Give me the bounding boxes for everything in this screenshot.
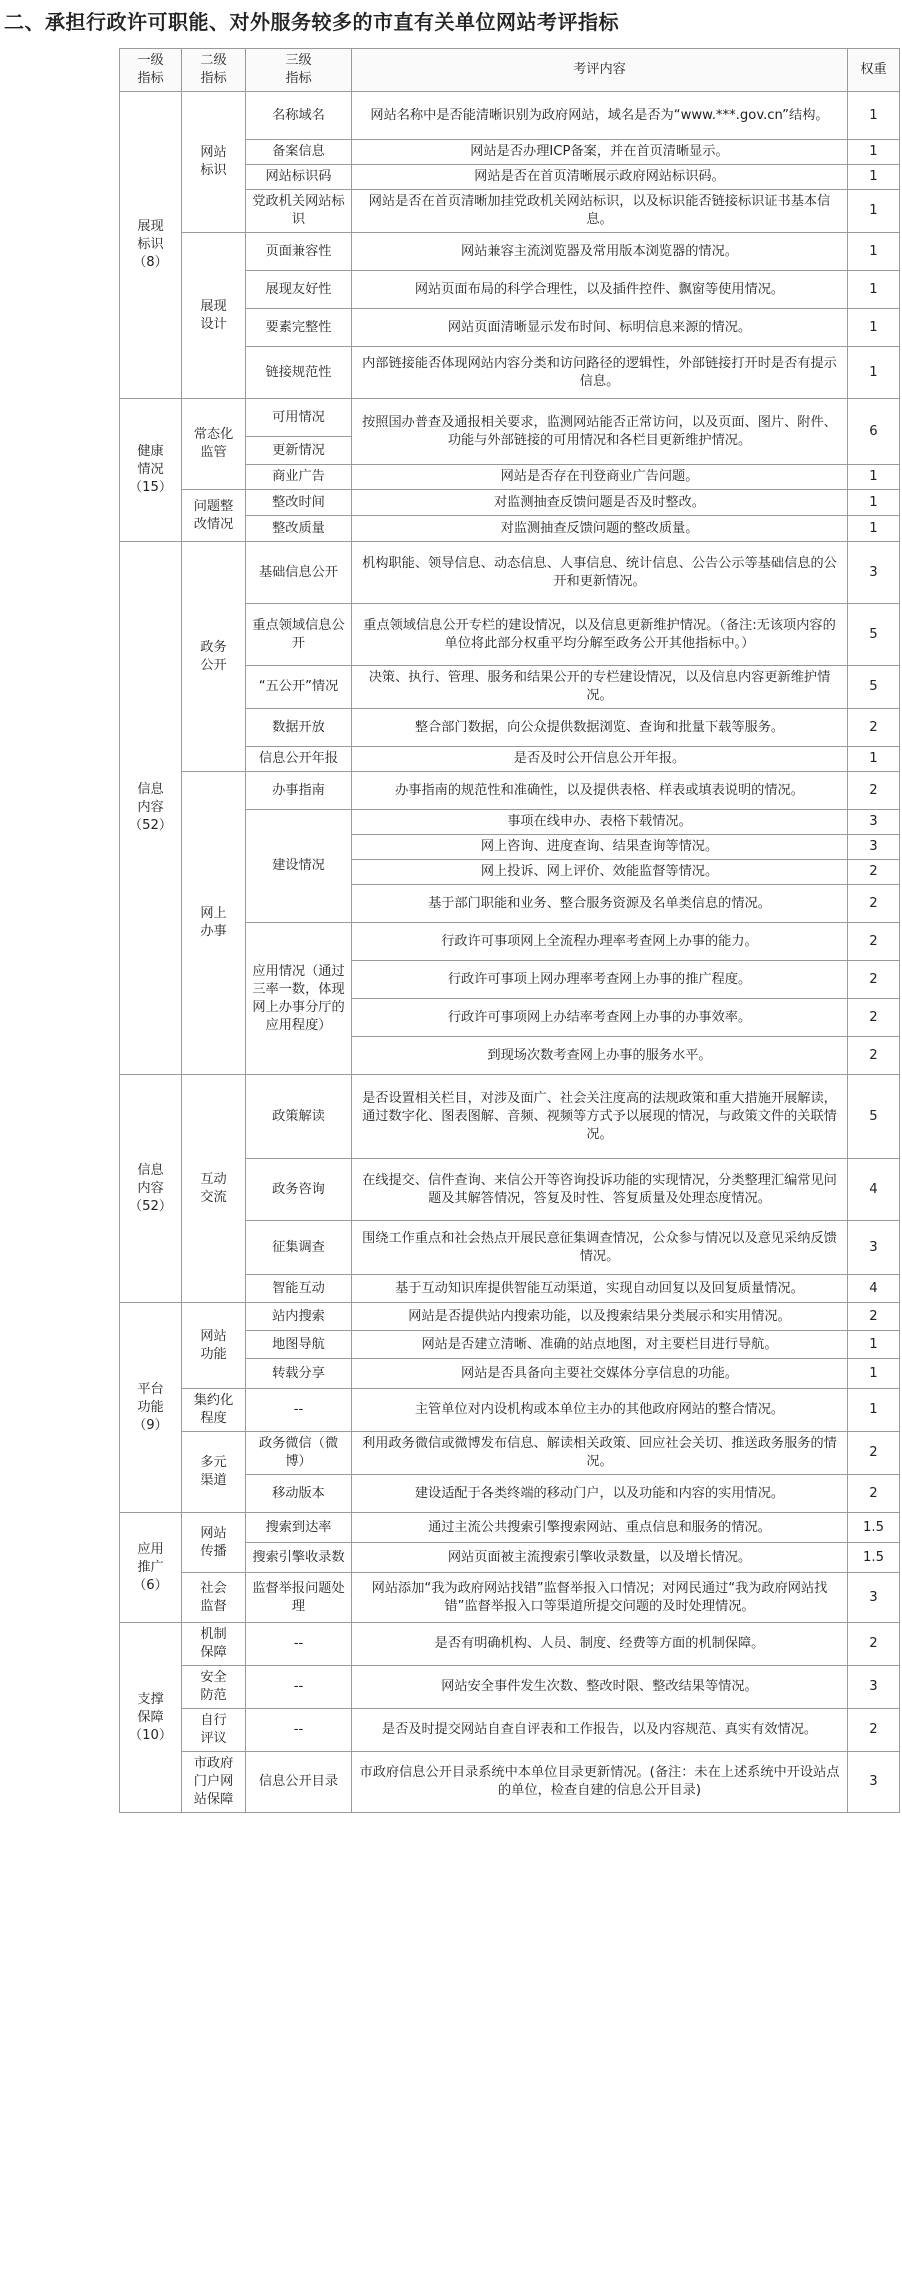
weight-value: 1 xyxy=(848,309,900,347)
table-row xyxy=(120,92,900,140)
evaluation-content: 通过主流公共搜索引擎搜索网站、重点信息和服务的情况。 xyxy=(352,1513,848,1543)
level2-indicator: 网上 办事 xyxy=(182,772,246,1075)
weight-value: 5 xyxy=(848,604,900,666)
weight-value: 3 xyxy=(848,810,900,835)
level2-indicator: 集约化 程度 xyxy=(182,1389,246,1432)
evaluation-content: 行政许可事项网上全流程办理率考查网上办事的能力。 xyxy=(352,923,848,961)
level2-indicator: 网站 标识 xyxy=(182,92,246,233)
level3-indicator: 信息公开年报 xyxy=(246,747,352,772)
weight-value: 4 xyxy=(848,1159,900,1221)
evaluation-content: 网站是否具备向主要社交媒体分享信息的功能。 xyxy=(352,1359,848,1389)
level3-indicator: -- xyxy=(246,1709,352,1752)
level3-indicator: 数据开放 xyxy=(246,709,352,747)
level3-indicator: -- xyxy=(246,1623,352,1666)
evaluation-content: 围绕工作重点和社会热点开展民意征集调查情况，公众参与情况以及意见采纳反馈情况。 xyxy=(352,1221,848,1275)
evaluation-content: 重点领域信息公开专栏的建设情况，以及信息更新维护情况。（备注:无该项内容的单位将此部分权重平均分解至政务公开其他指标中。） xyxy=(352,604,848,666)
evaluation-content: 网上投诉、网上评价、效能监督等情况。 xyxy=(352,860,848,885)
evaluation-content: 网站页面被主流搜索引擎收录数量，以及增长情况。 xyxy=(352,1543,848,1573)
evaluation-content: 事项在线申办、表格下载情况。 xyxy=(352,810,848,835)
evaluation-content: 到现场次数考查网上办事的服务水平。 xyxy=(352,1037,848,1075)
weight-value: 2 xyxy=(848,772,900,810)
level3-indicator: 展现友好性 xyxy=(246,271,352,309)
header-level2: 二级 指标 xyxy=(182,49,246,92)
weight-value: 1 xyxy=(848,165,900,190)
evaluation-content: 网站是否建立清晰、准确的站点地图，对主要栏目进行导航。 xyxy=(352,1331,848,1359)
weight-value: 1 xyxy=(848,1331,900,1359)
weight-value: 1.5 xyxy=(848,1513,900,1543)
evaluation-content: 建设适配于各类终端的移动门户，以及功能和内容的实用情况。 xyxy=(352,1475,848,1513)
level3-indicator: -- xyxy=(246,1666,352,1709)
evaluation-content: 是否设置相关栏目，对涉及面广、社会关注度高的法规政策和重大措施开展解读，通过数字化、图表图解、音频、视频等方式予以展现的情况，与政策文件的关联情况。 xyxy=(352,1075,848,1159)
evaluation-content: 网站添加“我为政府网站找错”监督举报入口情况；对网民通过“我为政府网站找错”监督举报入口等渠道所提交问题的及时处理情况。 xyxy=(352,1573,848,1623)
table-row xyxy=(120,1709,900,1752)
weight-value: 1 xyxy=(848,747,900,772)
weight-value: 1 xyxy=(848,92,900,140)
level2-indicator: 展现 设计 xyxy=(182,233,246,399)
level2-indicator: 网站 功能 xyxy=(182,1303,246,1389)
weight-value: 3 xyxy=(848,1573,900,1623)
level3-indicator: 地图导航 xyxy=(246,1331,352,1359)
level1-indicator: 平台 功能 （9） xyxy=(120,1303,182,1513)
weight-value: 3 xyxy=(848,1752,900,1813)
level3-indicator: 党政机关网站标识 xyxy=(246,190,352,233)
evaluation-content: 是否有明确机构、人员、制度、经费等方面的机制保障。 xyxy=(352,1623,848,1666)
level3-indicator: 政务咨询 xyxy=(246,1159,352,1221)
level2-indicator: 常态化 监管 xyxy=(182,399,246,490)
table-row xyxy=(120,1573,900,1623)
weight-value: 1 xyxy=(848,465,900,490)
level1-indicator: 健康 情况 （15） xyxy=(120,399,182,542)
evaluation-content: 网站安全事件发生次数、整改时限、整改结果等情况。 xyxy=(352,1666,848,1709)
evaluation-content: 利用政务微信或微博发布信息、解读相关政策、回应社会关切、推送政务服务的情况。 xyxy=(352,1432,848,1475)
evaluation-content: 决策、执行、管理、服务和结果公开的专栏建设情况，以及信息内容更新维护情况。 xyxy=(352,666,848,709)
evaluation-content: 网站是否存在刊登商业广告问题。 xyxy=(352,465,848,490)
weight-value: 2 xyxy=(848,1623,900,1666)
evaluation-content: 机构职能、领导信息、动态信息、人事信息、统计信息、公告公示等基础信息的公开和更新情况。 xyxy=(352,542,848,604)
level3-indicator: 办事指南 xyxy=(246,772,352,810)
evaluation-content: 网站页面布局的科学合理性，以及插件控件、飘窗等使用情况。 xyxy=(352,271,848,309)
page-title: 二、承担行政许可职能、对外服务较多的市直有关单位网站考评指标 xyxy=(4,10,619,34)
header-level1: 一级 指标 xyxy=(120,49,182,92)
evaluation-content: 网上咨询、进度查询、结果查询等情况。 xyxy=(352,835,848,860)
evaluation-content: 网站名称中是否能清晰识别为政府网站，域名是否为“www.***.gov.cn”结构。 xyxy=(352,92,848,140)
level3-indicator: 应用情况（通过三率一数，体现网上办事分厅的应用程度） xyxy=(246,923,352,1075)
weight-value: 2 xyxy=(848,1475,900,1513)
evaluation-table xyxy=(119,48,900,1813)
level3-indicator: 站内搜索 xyxy=(246,1303,352,1331)
level1-indicator: 展现 标识 （8） xyxy=(120,92,182,399)
evaluation-content: 网站是否在首页清晰展示政府网站标识码。 xyxy=(352,165,848,190)
weight-value: 5 xyxy=(848,666,900,709)
weight-value: 1 xyxy=(848,1359,900,1389)
level3-indicator: 政策解读 xyxy=(246,1075,352,1159)
weight-value: 3 xyxy=(848,542,900,604)
evaluation-content: 网站是否在首页清晰加挂党政机关网站标识，以及标识能否链接标识证书基本信息。 xyxy=(352,190,848,233)
header-weight: 权重 xyxy=(848,49,900,92)
weight-value: 1 xyxy=(848,233,900,271)
weight-value: 2 xyxy=(848,885,900,923)
evaluation-content: 基于部门职能和业务、整合服务资源及名单类信息的情况。 xyxy=(352,885,848,923)
weight-value: 2 xyxy=(848,1432,900,1475)
evaluation-content: 网站是否办理ICP备案，并在首页清晰显示。 xyxy=(352,140,848,165)
evaluation-content: 对监测抽查反馈问题的整改质量。 xyxy=(352,516,848,542)
table-row xyxy=(120,1752,900,1813)
level3-indicator: 要素完整性 xyxy=(246,309,352,347)
evaluation-content: 对监测抽查反馈问题是否及时整改。 xyxy=(352,490,848,516)
weight-value: 3 xyxy=(848,835,900,860)
weight-value: 2 xyxy=(848,1037,900,1075)
header-level3: 三级 指标 xyxy=(246,49,352,92)
level2-indicator: 互动 交流 xyxy=(182,1075,246,1303)
level3-indicator: -- xyxy=(246,1389,352,1432)
header-content: 考评内容 xyxy=(352,49,848,92)
level2-indicator: 政务 公开 xyxy=(182,542,246,772)
table-row xyxy=(120,1513,900,1543)
level3-indicator: 名称域名 xyxy=(246,92,352,140)
weight-value: 1 xyxy=(848,1389,900,1432)
table-row xyxy=(120,490,900,516)
evaluation-content: 主管单位对内设机构或本单位主办的其他政府网站的整合情况。 xyxy=(352,1389,848,1432)
level3-indicator: 基础信息公开 xyxy=(246,542,352,604)
weight-value: 2 xyxy=(848,709,900,747)
table-row xyxy=(120,542,900,604)
weight-value: 2 xyxy=(848,999,900,1037)
level2-indicator: 社会 监督 xyxy=(182,1573,246,1623)
evaluation-content: 基于互动知识库提供智能互动渠道，实现自动回复以及回复质量情况。 xyxy=(352,1275,848,1303)
level3-indicator: 建设情况 xyxy=(246,810,352,923)
level3-indicator: 移动版本 xyxy=(246,1475,352,1513)
level3-indicator: 备案信息 xyxy=(246,140,352,165)
level2-indicator: 机制 保障 xyxy=(182,1623,246,1666)
level3-indicator: 征集调查 xyxy=(246,1221,352,1275)
level2-indicator: 市政府 门户网 站保障 xyxy=(182,1752,246,1813)
weight-value: 1 xyxy=(848,490,900,516)
table-row xyxy=(120,399,900,437)
table-row xyxy=(120,1666,900,1709)
table-row xyxy=(120,1623,900,1666)
weight-value: 5 xyxy=(848,1075,900,1159)
weight-value: 1 xyxy=(848,347,900,399)
level3-indicator: 政务微信（微博） xyxy=(246,1432,352,1475)
weight-value: 1.5 xyxy=(848,1543,900,1573)
weight-value: 4 xyxy=(848,1275,900,1303)
evaluation-table-body xyxy=(120,49,900,1813)
level3-indicator: 转载分享 xyxy=(246,1359,352,1389)
level3-indicator: 搜索引擎收录数 xyxy=(246,1543,352,1573)
weight-value: 2 xyxy=(848,1709,900,1752)
level3-indicator: 搜索到达率 xyxy=(246,1513,352,1543)
level3-indicator: 智能互动 xyxy=(246,1275,352,1303)
level1-indicator: 支撑 保障 （10） xyxy=(120,1623,182,1813)
level2-indicator: 多元 渠道 xyxy=(182,1432,246,1513)
weight-value: 1 xyxy=(848,140,900,165)
level3-indicator: 监督举报问题处理 xyxy=(246,1573,352,1623)
level3-indicator: 整改质量 xyxy=(246,516,352,542)
level3-indicator: “五公开”情况 xyxy=(246,666,352,709)
table-row xyxy=(120,1389,900,1432)
table-row xyxy=(120,1432,900,1475)
level3-indicator: 商业广告 xyxy=(246,465,352,490)
evaluation-content: 网站兼容主流浏览器及常用版本浏览器的情况。 xyxy=(352,233,848,271)
level3-indicator: 信息公开目录 xyxy=(246,1752,352,1813)
level3-indicator: 网站标识码 xyxy=(246,165,352,190)
evaluation-content: 是否及时提交网站自查自评表和工作报告，以及内容规范、真实有效情况。 xyxy=(352,1709,848,1752)
evaluation-content: 整合部门数据，向公众提供数据浏览、查询和批量下载等服务。 xyxy=(352,709,848,747)
weight-value: 1 xyxy=(848,271,900,309)
weight-value: 3 xyxy=(848,1666,900,1709)
evaluation-content: 按照国办普查及通报相关要求，监测网站能否正常访问，以及页面、图片、附件、功能与外部链接的可用情况和各栏目更新维护情况。 xyxy=(352,399,848,465)
weight-value: 2 xyxy=(848,1303,900,1331)
level2-indicator: 网站 传播 xyxy=(182,1513,246,1573)
weight-value: 2 xyxy=(848,923,900,961)
level3-indicator: 更新情况 xyxy=(246,437,352,465)
table-row xyxy=(120,772,900,810)
weight-value: 1 xyxy=(848,190,900,233)
level1-indicator: 应用 推广 （6） xyxy=(120,1513,182,1623)
level3-indicator: 链接规范性 xyxy=(246,347,352,399)
weight-value: 3 xyxy=(848,1221,900,1275)
evaluation-content: 内部链接能否体现网站内容分类和访问路径的逻辑性，外部链接打开时是否有提示信息。 xyxy=(352,347,848,399)
level1-indicator: 信息 内容 （52） xyxy=(120,1075,182,1303)
level1-indicator: 信息 内容 （52） xyxy=(120,542,182,1075)
evaluation-content: 办事指南的规范性和准确性，以及提供表格、样表或填表说明的情况。 xyxy=(352,772,848,810)
weight-value: 6 xyxy=(848,399,900,465)
level2-indicator: 问题整 改情况 xyxy=(182,490,246,542)
weight-value: 2 xyxy=(848,961,900,999)
level3-indicator: 整改时间 xyxy=(246,490,352,516)
table-row xyxy=(120,1303,900,1331)
weight-value: 2 xyxy=(848,860,900,885)
level3-indicator: 可用情况 xyxy=(246,399,352,437)
level2-indicator: 安全 防范 xyxy=(182,1666,246,1709)
table-row xyxy=(120,233,900,271)
evaluation-content: 行政许可事项网上办结率考查网上办事的办事效率。 xyxy=(352,999,848,1037)
evaluation-content: 是否及时公开信息公开年报。 xyxy=(352,747,848,772)
evaluation-content: 市政府信息公开目录系统中本单位目录更新情况。(备注：未在上述系统中开设站点的单位，检查自建的信息公开目录) xyxy=(352,1752,848,1813)
level3-indicator: 页面兼容性 xyxy=(246,233,352,271)
evaluation-content: 在线提交、信件查询、来信公开等咨询投诉功能的实现情况，分类整理汇编常见问题及其解答情况，答复及时性、答复质量及处理态度情况。 xyxy=(352,1159,848,1221)
header-row xyxy=(120,49,900,92)
evaluation-content: 行政许可事项上网办理率考查网上办事的推广程度。 xyxy=(352,961,848,999)
level2-indicator: 自行 评议 xyxy=(182,1709,246,1752)
evaluation-content: 网站页面清晰显示发布时间、标明信息来源的情况。 xyxy=(352,309,848,347)
evaluation-content: 网站是否提供站内搜索功能，以及搜索结果分类展示和实用情况。 xyxy=(352,1303,848,1331)
level3-indicator: 重点领域信息公开 xyxy=(246,604,352,666)
weight-value: 1 xyxy=(848,516,900,542)
table-row xyxy=(120,1075,900,1159)
